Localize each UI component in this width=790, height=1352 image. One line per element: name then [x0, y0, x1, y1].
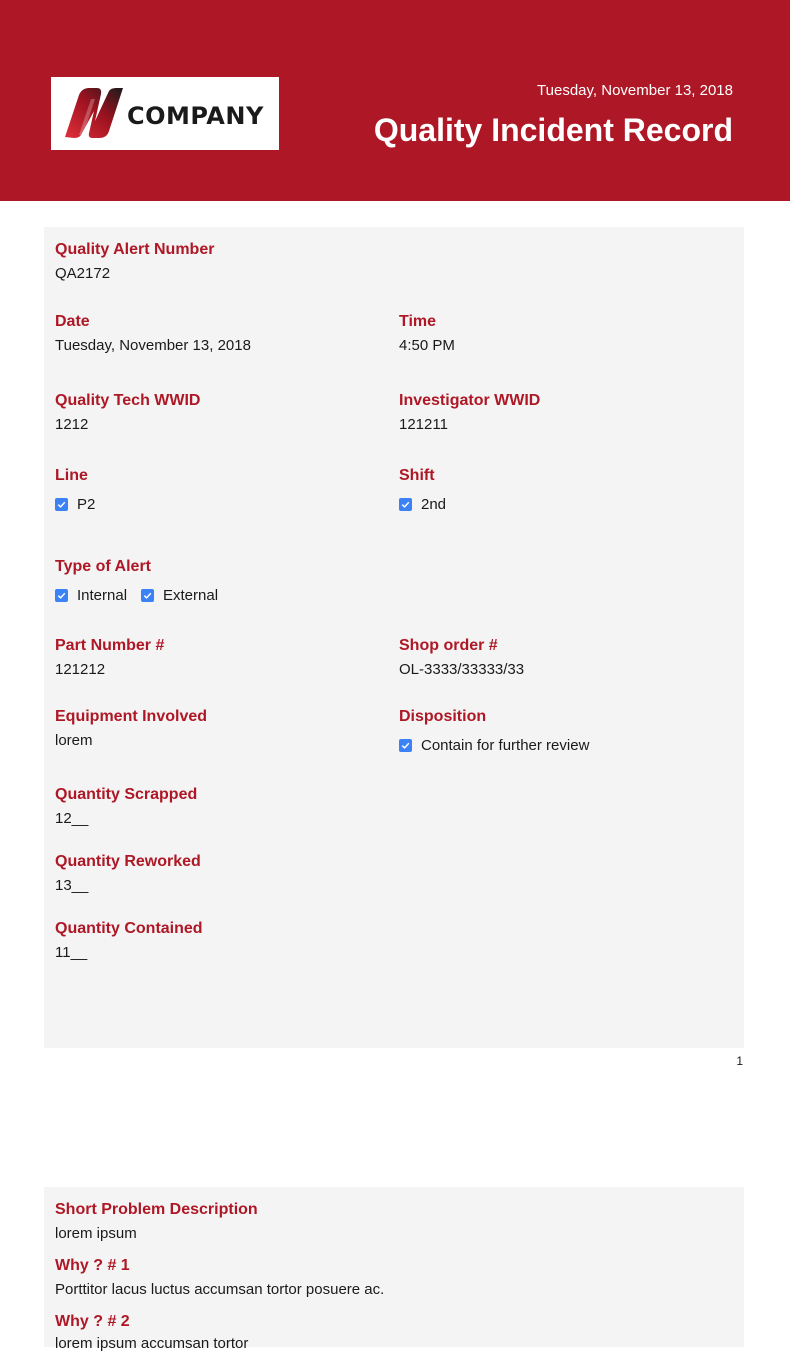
why2-value: lorem ipsum accumsan tortor — [55, 1335, 249, 1352]
qty-contained-value: 11__ — [55, 944, 88, 961]
check-icon — [400, 499, 411, 510]
why1-value: Porttitor lacus luctus accumsan tortor posuere ac. — [55, 1281, 385, 1298]
check-icon — [56, 499, 67, 510]
short-problem-label: Short Problem Description — [55, 1201, 258, 1218]
part-number-value: 121212 — [55, 661, 106, 678]
logo-wordmark: COMPANY — [127, 102, 264, 130]
shift-option-label: 2nd — [421, 496, 447, 513]
external-checkbox[interactable] — [141, 589, 154, 602]
quality-tech-label: Quality Tech WWID — [55, 392, 201, 409]
internal-checkbox[interactable] — [55, 589, 68, 602]
page-header — [0, 0, 790, 201]
date-value: Tuesday, November 13, 2018 — [55, 337, 251, 354]
why1-label: Why ? # 1 — [55, 1257, 130, 1274]
time-value: 4:50 PM — [399, 337, 455, 354]
short-problem-value: lorem ipsum — [55, 1225, 137, 1242]
shift-label: Shift — [399, 467, 435, 484]
line-option-label: P2 — [77, 496, 96, 513]
check-icon — [400, 740, 411, 751]
line-label: Line — [55, 467, 88, 484]
part-number-label: Part Number # — [55, 637, 165, 654]
external-option-label: External — [163, 587, 219, 604]
incident-details-card — [44, 227, 744, 1048]
qty-scrapped-label: Quantity Scrapped — [55, 786, 198, 803]
shop-order-label: Shop order # — [399, 637, 498, 654]
qty-reworked-value: 13__ — [55, 877, 89, 894]
disposition-checkbox[interactable] — [399, 739, 412, 752]
date-label: Date — [55, 313, 90, 330]
shop-order-value: OL-3333/33333/33 — [399, 661, 525, 678]
equipment-value: lorem — [55, 732, 93, 749]
document-title: Quality Incident Record — [373, 112, 733, 148]
equipment-label: Equipment Involved — [55, 708, 208, 725]
company-logo — [51, 77, 279, 150]
quality-tech-value: 1212 — [55, 416, 89, 433]
time-label: Time — [399, 313, 437, 330]
qty-scrapped-value: 12__ — [55, 810, 89, 827]
line-checkbox[interactable] — [55, 498, 68, 511]
internal-option-label: Internal — [77, 587, 128, 604]
qty-reworked-label: Quantity Reworked — [55, 853, 201, 870]
disposition-option-label: Contain for further review — [421, 737, 590, 754]
shift-checkbox[interactable] — [399, 498, 412, 511]
n-logo-icon — [61, 85, 125, 141]
alert-number-value: QA2172 — [55, 265, 111, 282]
page-number: 1 — [736, 1054, 743, 1068]
check-icon — [142, 590, 153, 601]
check-icon — [56, 590, 67, 601]
investigator-value: 121211 — [399, 416, 448, 433]
qty-contained-label: Quantity Contained — [55, 920, 203, 937]
root-cause-card — [44, 1187, 744, 1352]
investigator-label: Investigator WWID — [399, 392, 541, 409]
alert-number-label: Quality Alert Number — [55, 241, 215, 258]
type-of-alert-label: Type of Alert — [55, 558, 152, 575]
header-date: Tuesday, November 13, 2018 — [537, 82, 733, 99]
disposition-label: Disposition — [399, 708, 487, 725]
why2-label: Why ? # 2 — [55, 1313, 130, 1330]
